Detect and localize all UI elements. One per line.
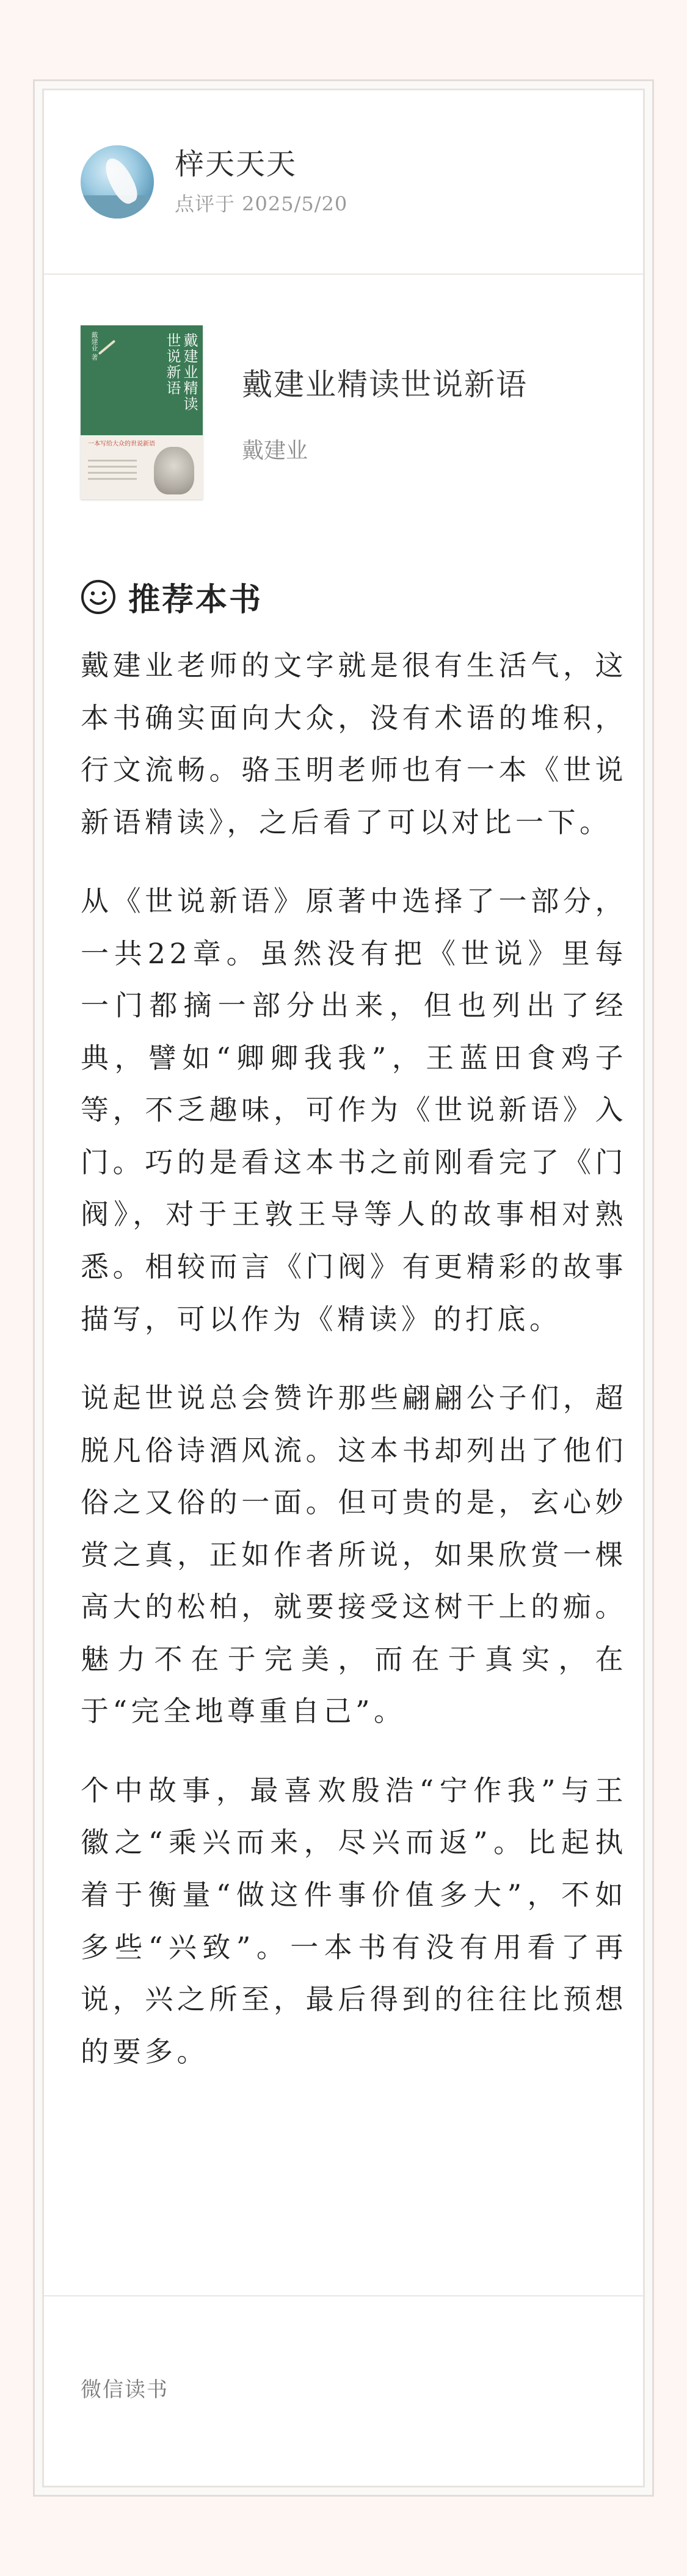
cover-title-sub: 世说新语 [164,333,181,396]
avatar[interactable] [81,145,154,219]
reviewer-name[interactable]: 梓天天天 [175,147,297,182]
book-card[interactable] [81,325,528,499]
cover-title-main: 戴建业精读 [181,333,198,412]
smile-icon [81,579,116,615]
cover-author: 戴建业 著 [90,331,98,361]
cover-blurb: 一本写给大众的世说新语 [88,441,155,447]
review-body [81,640,627,2105]
book-cover[interactable] [81,325,203,499]
rating-label: 推荐本书 [128,581,263,618]
book-author[interactable]: 戴建业 [242,438,308,463]
review-paragraph: 从《世说新语》原著中选择了一部分，一共22章。虽然没有把《世说》里每一门都摘一部分出来，但也列出了经典，譬如“卿卿我我”，王蓝田食鸡子等，不乏趣味，可作为《世说新语》入门。巧的是看这本书之前刚看完了《门阀》，对于王敦王导等人的故事相对熟悉。相较而言《门阀》有更精彩的故事描写，可以作为《精读》的打底。 [81,885,627,1336]
book-title[interactable]: 戴建业精读世说新语 [242,367,528,402]
author-portrait [154,447,194,494]
review-paragraph: 戴建业老师的文字就是很有生活气，这本书确实面向大众，没有术语的堆积，行文流畅。骆玉明老师也有一本《世说新语精读》，之后看了可以对比一下。 [81,649,627,839]
app-brand: 微信读书 [81,2378,169,2402]
reviewer-header [81,145,347,219]
divider [44,2295,643,2296]
divider [44,273,643,275]
review-paragraph: 说起世说总会赞许那些翩翩公子们，超脱凡俗诗酒风流。这本书却列出了他们俗之又俗的一面。但可贵的是，玄心妙赏之真，正如作者所说，如果欣赏一棵高大的松柏，就要接受这树干上的痂。魅力不在于完美，而在于真实，在于“完全地尊重自己”。 [81,1381,627,1728]
review-date: 点评于 2025/5/20 [175,192,348,215]
review-paragraph: 个中故事，最喜欢殷浩“宁作我”与王徽之“乘兴而来，尽兴而返”。比起执着于衡量“做这件事价值多大”，不如多些“兴致”。一本书有没有用看了再说，兴之所至，最后得到的往往比预想的要多。 [81,1773,627,2068]
share-card-outer [33,79,654,2497]
share-card [42,89,645,2487]
rating [81,574,263,620]
